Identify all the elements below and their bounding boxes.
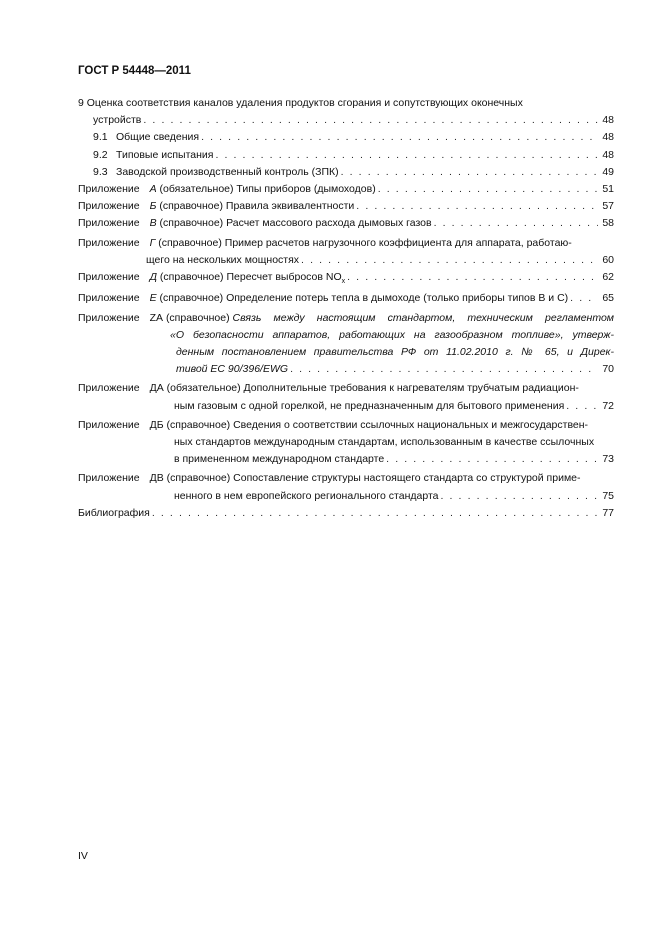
toc-entry-title: Связь между настоящим стандартом, техническим регламентом: [232, 311, 614, 324]
appendix-prefix: Приложение: [78, 200, 140, 213]
appendix-prefix: Приложение: [78, 382, 140, 395]
toc-page-number: 51: [602, 183, 614, 196]
dot-leader: [386, 451, 598, 468]
toc-entry-title-cont: щего на нескольких мощностях: [146, 253, 300, 266]
appendix-letter: Г: [149, 236, 156, 249]
appendix-prefix: Приложение: [78, 236, 140, 249]
toc-entry-number: 9.2: [93, 148, 108, 161]
appendix-letter: В: [149, 217, 157, 230]
toc-entry-title: (справочное) Сопоставление структуры настоящего стандарта со структурой приме-: [166, 472, 581, 485]
toc-entry-title-cont: денным постановлением правительства РФ от 11.02.2010 г. № 65, и Дирек-: [176, 345, 614, 358]
toc-entry-appendix-a: [78, 181, 614, 198]
appendix-prefix: Приложение: [78, 311, 140, 324]
appendix-letter: ZA: [149, 311, 164, 324]
toc-entry-bibliography: [78, 505, 614, 522]
toc-entry-section-9: [78, 95, 614, 129]
toc-page-number: 77: [602, 506, 614, 519]
toc-entry-title-cont: устройств: [93, 114, 142, 127]
appendix-letter: Б: [149, 200, 157, 213]
appendix-prefix: Приложение: [78, 183, 140, 196]
dot-leader: [143, 112, 598, 129]
appendix-prefix: Приложение: [78, 472, 140, 485]
toc-entry-title-cont: в примененном международном стандарте: [174, 453, 385, 466]
toc-entry-title: 9 Оценка соответствия каналов удаления продуктов сгорания и сопутствующих оконечных: [78, 97, 523, 109]
toc-entry-9-1: [78, 129, 614, 146]
toc-entry-title: Библиография: [78, 506, 150, 519]
dot-leader: [290, 361, 598, 378]
dot-leader: [570, 290, 598, 307]
toc-entry-title-cont: ным газовым с одной горелкой, не предназначенным для бытового применения: [174, 399, 565, 412]
dot-leader: [152, 505, 598, 522]
toc-page-number: 48: [602, 131, 614, 144]
toc-entry-title: Заводской производственный контроль (ЗПК): [116, 165, 339, 178]
appendix-letter: ДВ: [149, 472, 164, 485]
toc-page-number: 48: [602, 114, 614, 127]
dot-leader: [356, 198, 598, 215]
subscript-x: x: [341, 278, 346, 286]
dot-leader: [301, 252, 598, 269]
toc-entry-title: (справочное) Правила эквивалентности: [159, 200, 355, 213]
appendix-letter: ДА: [149, 382, 164, 395]
toc-entry-appendix-e: [78, 290, 614, 307]
dot-leader: [215, 147, 598, 164]
dot-leader: [434, 215, 598, 232]
toc-entry-title-cont: ных стандартов международным стандартам, использованным в качестве ссылочных: [174, 435, 595, 448]
toc-entry-appendix-b: [78, 198, 614, 215]
toc-page-number: 72: [602, 399, 614, 412]
toc-page-number: 49: [602, 165, 614, 178]
appendix-letter: А: [149, 183, 157, 196]
toc-entry-appendix-g: [78, 235, 614, 269]
toc-entry-title: Общие сведения: [116, 131, 200, 144]
toc-entry-title-cont: «О безопасности аппаратов, работающих на газообразном топливе», утверж-: [170, 328, 614, 341]
dot-leader: [566, 398, 598, 415]
dot-leader: [341, 164, 598, 181]
page-number-footer: IV: [78, 850, 88, 862]
toc-page-number: 75: [602, 489, 614, 502]
toc-entry-appendix-za: [78, 310, 614, 379]
document-header: ГОСТ Р 54448—2011: [78, 65, 191, 77]
toc-page-number: 65: [602, 292, 614, 305]
dot-leader: [347, 269, 598, 286]
toc-page-number: 62: [602, 271, 614, 284]
dot-leader: [440, 488, 598, 505]
toc-page-number: 57: [602, 200, 614, 213]
toc-entry-title: (справочное) Пересчет выбросов $NO_x$: [159, 271, 346, 286]
toc-page-number: 58: [602, 217, 614, 230]
toc-entry-title: (обязательное) Дополнительные требования к нагревателям трубчатым радиацион-: [166, 382, 579, 395]
toc-entry-title: (справочное) Пример расчетов нагрузочного коэффициента для аппарата, работаю-: [158, 236, 572, 249]
toc-entry-title-cont: ненного в нем европейского регионального стандарта: [174, 489, 439, 502]
toc-page-number: 73: [602, 453, 614, 466]
table-of-contents: [78, 95, 614, 522]
appendix-prefix: Приложение: [78, 292, 140, 305]
toc-entry-title: Типовые испытания: [116, 148, 214, 161]
appendix-kind: (справочное): [165, 311, 230, 324]
dot-leader: [378, 181, 598, 198]
appendix-letter: Е: [149, 292, 157, 305]
appendix-letter: Д: [149, 271, 157, 284]
toc-entry-title: (справочное) Определение потерь тепла в дымоходе (только приборы типов В и С): [159, 292, 569, 305]
toc-page-number: 70: [602, 363, 614, 376]
toc-entry-number: 9.3: [93, 165, 108, 178]
toc-entry-9-3: [78, 164, 614, 181]
toc-page-number: 48: [602, 148, 614, 161]
toc-entry-number: 9.1: [93, 131, 108, 144]
toc-entry-title: (справочное) Расчет массового расхода дымовых газов: [159, 217, 432, 230]
toc-entry-title-cont: тивой ЕС 90/396/EWG: [176, 363, 289, 376]
toc-entry-title: (обязательное) Типы приборов (дымоходов): [159, 183, 376, 196]
toc-entry-appendix-d: [78, 269, 614, 290]
toc-entry-appendix-db: [78, 417, 614, 469]
toc-entry-9-2: [78, 147, 614, 164]
appendix-prefix: Приложение: [78, 271, 140, 284]
toc-entry-appendix-v: [78, 215, 614, 232]
appendix-prefix: Приложение: [78, 217, 140, 230]
appendix-letter: ДБ: [149, 418, 164, 431]
toc-entry-appendix-dv: [78, 470, 614, 504]
toc-entry-appendix-da: [78, 380, 614, 414]
dot-leader: [201, 129, 598, 146]
toc-page-number: 60: [602, 253, 614, 266]
toc-entry-title: (справочное) Сведения о соответствии ссылочных национальных и межгосударствен-: [166, 418, 589, 431]
appendix-prefix: Приложение: [78, 418, 140, 431]
